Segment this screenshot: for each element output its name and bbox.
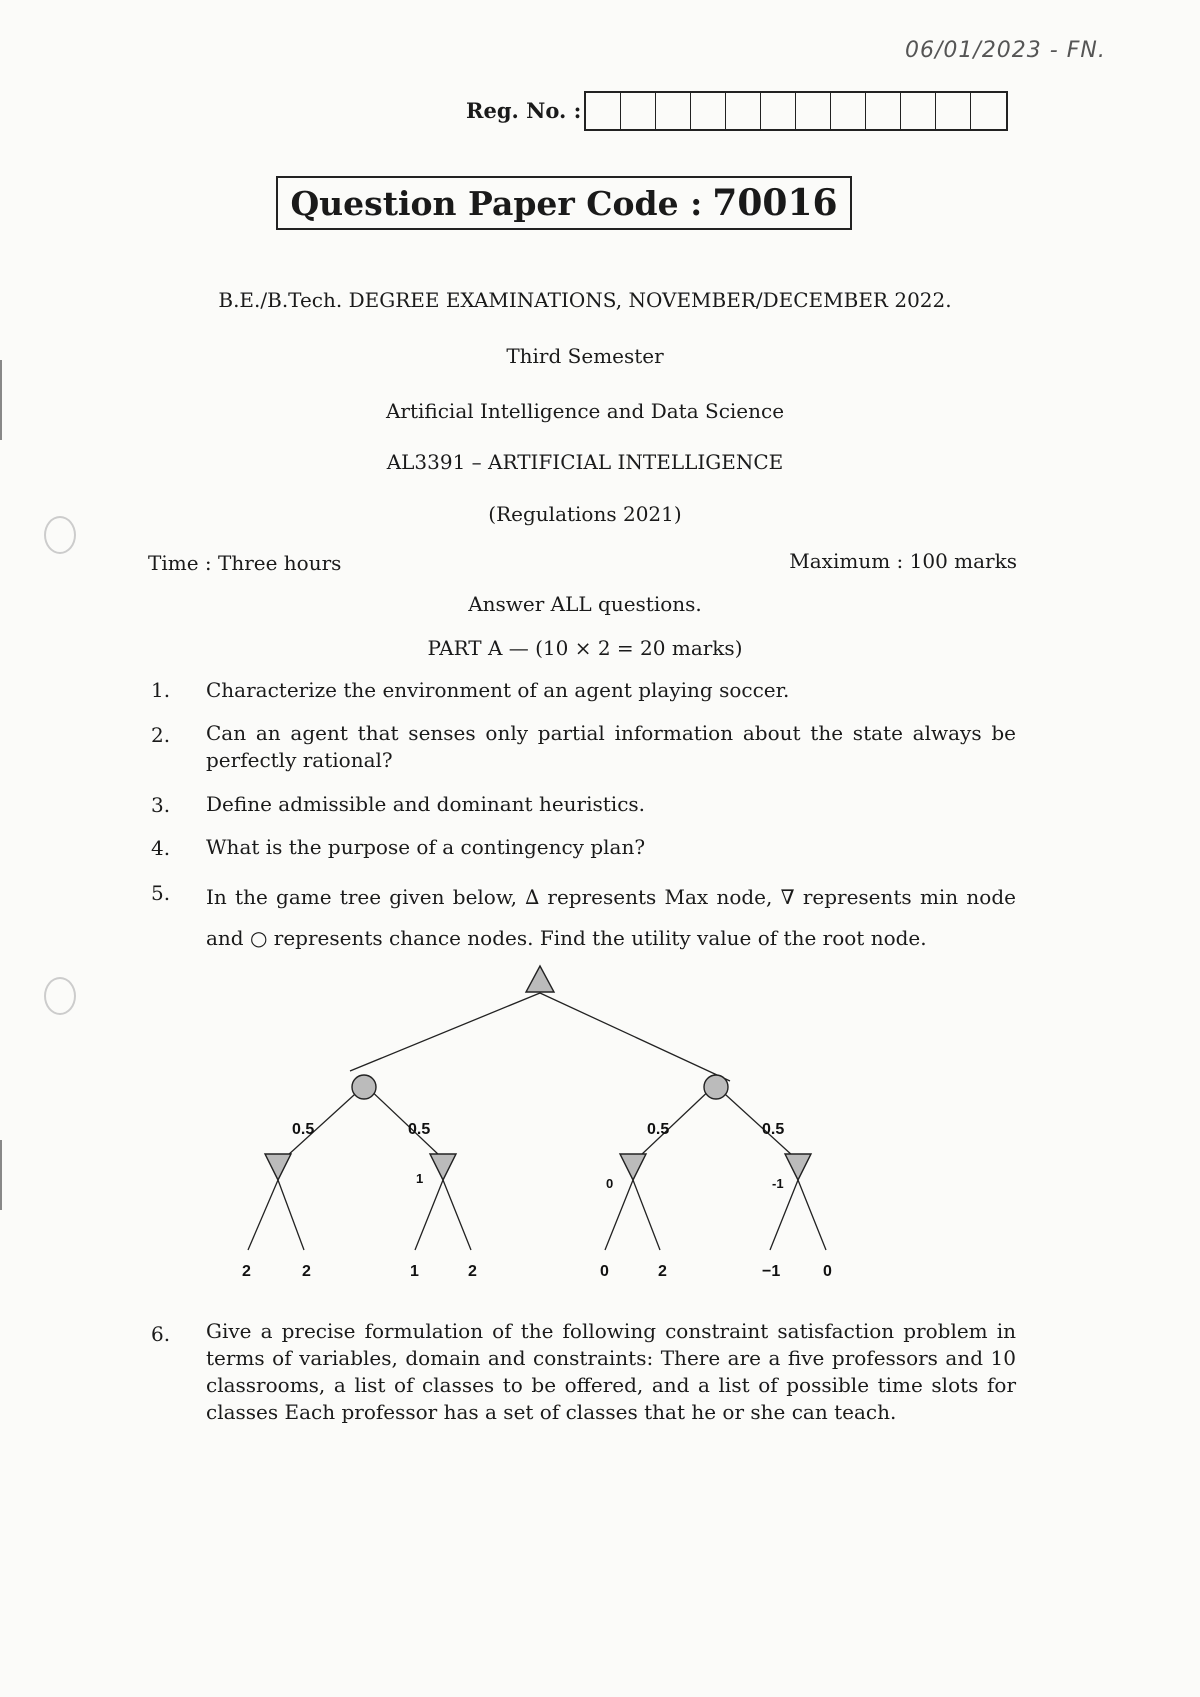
reg-no-box [936,93,971,129]
reg-no-box [761,93,796,129]
chance-node-left [352,1075,376,1099]
reg-no-label: Reg. No. : [466,98,582,123]
min-node [620,1154,646,1180]
probability-label: 0.5 [408,1121,431,1138]
probability-label: 0.5 [292,1121,315,1138]
node-annotation: 1 [416,1171,424,1186]
chance-node-right [704,1075,728,1099]
leaf-value: 1 [410,1263,419,1280]
paper-code-label: Question Paper Code : [290,183,703,223]
min-node [785,1154,811,1180]
exam-time: Time : Three hours [148,551,342,575]
min-node [265,1154,291,1180]
course-title: AL3391 – ARTIFICIAL INTELLIGENCE [386,450,784,474]
reg-no-box [691,93,726,129]
leaf-value: −1 [762,1263,781,1280]
question-text: Can an agent that senses only partial information about the state always be perfectly rational? [206,721,1016,772]
question-number: 1. [151,678,171,702]
max-node-root [526,966,554,992]
probability-label: 0.5 [762,1121,785,1138]
scan-edge-mark [0,1140,2,1210]
department: Artificial Intelligence and Data Science [385,399,785,423]
tree-edge [350,993,540,1071]
min-node [430,1154,456,1180]
tree-edge [248,1180,278,1250]
scan-edge-mark [0,360,2,440]
reg-no-box [656,93,691,129]
leaf-value: 2 [658,1263,667,1280]
tree-edge [540,993,730,1081]
question-number: 2. [151,723,171,747]
probability-label: 0.5 [647,1121,670,1138]
tree-edge [798,1180,826,1250]
reg-no-box [866,93,901,129]
exam-title: B.E./B.Tech. DEGREE EXAMINATIONS, NOVEMBER/DECEMBER 2022. [218,288,952,312]
question-number: 6. [151,1322,171,1346]
leaf-value: 2 [302,1263,311,1280]
question-text: What is the purpose of a contingency plan? [206,835,646,859]
game-tree-diagram [230,958,880,1288]
reg-no-box [831,93,866,129]
reg-no-box [621,93,656,129]
tree-edge [278,1180,304,1250]
node-annotation: 0 [606,1176,614,1191]
leaf-value: 2 [468,1263,477,1280]
tree-edge [415,1180,443,1250]
semester: Third Semester [506,344,664,368]
node-annotation: -1 [772,1176,784,1191]
tree-edge [443,1180,471,1250]
leaf-value: 0 [600,1263,609,1280]
reg-no-box [971,93,1006,129]
punch-hole [44,516,76,554]
leaf-value: 2 [242,1263,251,1280]
max-marks: Maximum : 100 marks [789,549,1017,573]
reg-no-box [796,93,831,129]
punch-hole [44,977,76,1015]
part-a-heading: PART A — (10 × 2 = 20 marks) [427,636,743,660]
tree-edge [633,1180,660,1250]
leaf-value: 0 [823,1263,832,1280]
question-text: Define admissible and dominant heuristics. [206,792,646,816]
handwritten-date: 06/01/2023 - FN. [905,38,1106,63]
question-text: In the game tree given below, ∆ represents Max node, ∇ represents min node and ○ represents chance nodes. Find the utility value of the root node. [206,885,1016,950]
paper-code-number: 70016 [712,182,838,224]
reg-no-box [726,93,761,129]
question-text: Characterize the environment of an agent playing soccer. [206,678,790,702]
question-number: 3. [151,793,171,817]
regulations: (Regulations 2021) [488,502,682,526]
question-number: 4. [151,836,171,860]
reg-no-box [901,93,936,129]
question-text: Give a precise formulation of the following constraint satisfaction problem in terms of variables, domain and constraints: There are a five professors and 10 classrooms, a list of classes to be offered, and a list of possible time slots for classes Each professor has a set of classes that he or she can teach. [206,1319,1016,1424]
reg-no-box [586,93,621,129]
question-paper-code [276,176,852,230]
instruction: Answer ALL questions. [468,592,702,616]
question-number: 5. [151,881,171,905]
reg-no-boxes [584,91,1008,131]
